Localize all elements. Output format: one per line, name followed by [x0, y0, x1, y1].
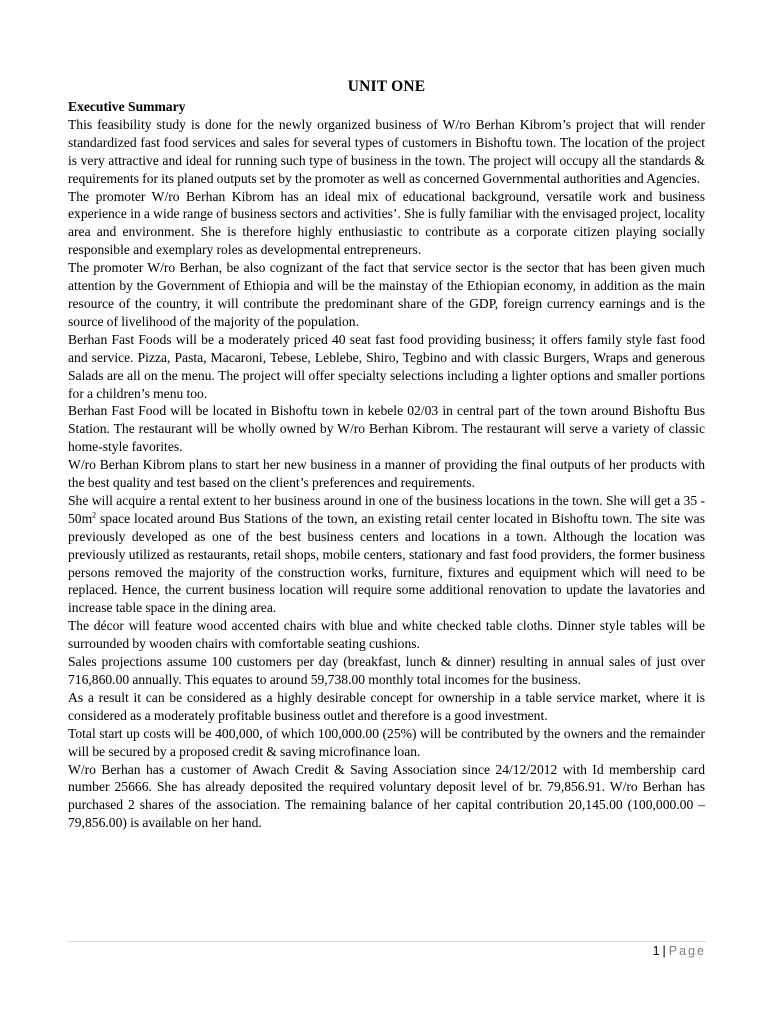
page-footer: [653, 942, 706, 960]
paragraph-startup-costs: Total start up costs will be 400,000, of which 100,000.00 (25%) will be contributed by the owners and the remainder will be secured by a proposed credit & saving microfinance loan.: [68, 725, 705, 759]
paragraph-intro: This feasibility study is done for the newly organized business of W/ro Berhan Kibrom’s project that will render standardized fast food services and sales for several types of customers in Bishoftu town. The location of the project is very attractive and ideal for running such type of business in the town. The project will occupy all the standards & requirements for its planed outputs set by the promoter as well as concerned Governmental authorities and Agencies.: [68, 116, 705, 186]
paragraph-plans: W/ro Berhan Kibrom plans to start her new business in a manner of providing the final outputs of her products with the best quality and test based on the client’s preferences and requirements.: [68, 457, 705, 491]
paragraph-promoter: The promoter W/ro Berhan Kibrom has an ideal mix of educational background, versatile work and business experience in a wide range of business sectors and activities’. She is fully familiar with the envisaged project, locality area and environment. She is therefore highly enthusiastic to contribute as a corporate citizen playing socially responsible and exemplary roles as developmental entrepreneurs.: [68, 188, 705, 258]
paragraph-decor: The décor will feature wood accented chairs with blue and white checked table cloths. Dinner style tables will be surrounded by wooden chairs with comfortable seating cushions.: [68, 618, 705, 652]
section-heading: Executive Summary: [68, 99, 186, 114]
page-content: [68, 76, 705, 832]
page-title: UNIT ONE: [347, 78, 426, 95]
footer-separator: |: [662, 944, 666, 958]
page-label: Page: [668, 944, 706, 958]
rental-text-before: She will acquire a rental extent to her business around in one of the business locations in the town. She will get a 35 - 50m: [68, 492, 705, 526]
paragraph-investment: As a result it can be considered as a highly desirable concept for ownership in a table service market, where it is considered as a moderately profitable business outlet and therefore is a good investment.: [68, 689, 705, 723]
square-superscript: 2: [92, 510, 97, 520]
paragraph-rental-space: [68, 492, 705, 617]
footer-divider: [68, 941, 706, 942]
paragraph-sales: Sales projections assume 100 customers per day (breakfast, lunch & dinner) resulting in annual sales of just over 716,860.00 annually. This equates to around 59,738.00 monthly total incomes for the business.: [68, 654, 705, 687]
paragraph-credit-association: W/ro Berhan has a customer of Awach Credit & Saving Association since 24/12/2012 with Id membership card number 25666. She has already deposited the required voluntary deposit level of br. 79,856.91. W/ro Berhan has purchased 2 shares of the association. The remaining balance of her capital contribution 20,145.00 (100,000.00 – 79,856.00) is available on her hand.: [68, 761, 705, 831]
paragraph-service-sector: The promoter W/ro Berhan, be also cognizant of the fact that service sector is the sector that has been given much attention by the Government of Ethiopia and will be the mainstay of the Ethiopian economy, in addition as the main resource of the country, it will contribute the predominant share of the GDP, foreign currency earnings and is the source of livelihood of the majority of the population.: [68, 260, 705, 329]
page-number: 1: [652, 944, 660, 958]
paragraph-location: Berhan Fast Food will be located in Bishoftu town in kebele 02/03 in central part of the town around Bishoftu Bus Station. The restaurant will be wholly owned by W/ro Berhan Kibrom. The restaurant will serve a variety of classic home-style favorites.: [68, 403, 705, 455]
paragraph-menu: Berhan Fast Foods will be a moderately priced 40 seat fast food providing business; it offers family style fast food and service. Pizza, Pasta, Macaroni, Tebese, Leblebe, Shiro, Tegbino and with classic Burgers, Wraps and generous Salads are all on the menu. The project will offer specialty selections including a lighter options and smaller portions for a children’s menu too.: [68, 331, 705, 401]
rental-text-after: space located around Bus Stations of the town, an existing retail center located in Bishoftu town. The site was previously developed as one of the best business centers and locations in a town. Although the location was previously utilized as restaurants, retail shops, mobile centers, stationary and fast food providers, the former business persons removed the majority of the construction works, furniture, fixtures and equipment which will need to be replaced. Hence, the current business location will require some additional renovation to update the lavatories and increase table space in the dining area.: [68, 510, 705, 616]
